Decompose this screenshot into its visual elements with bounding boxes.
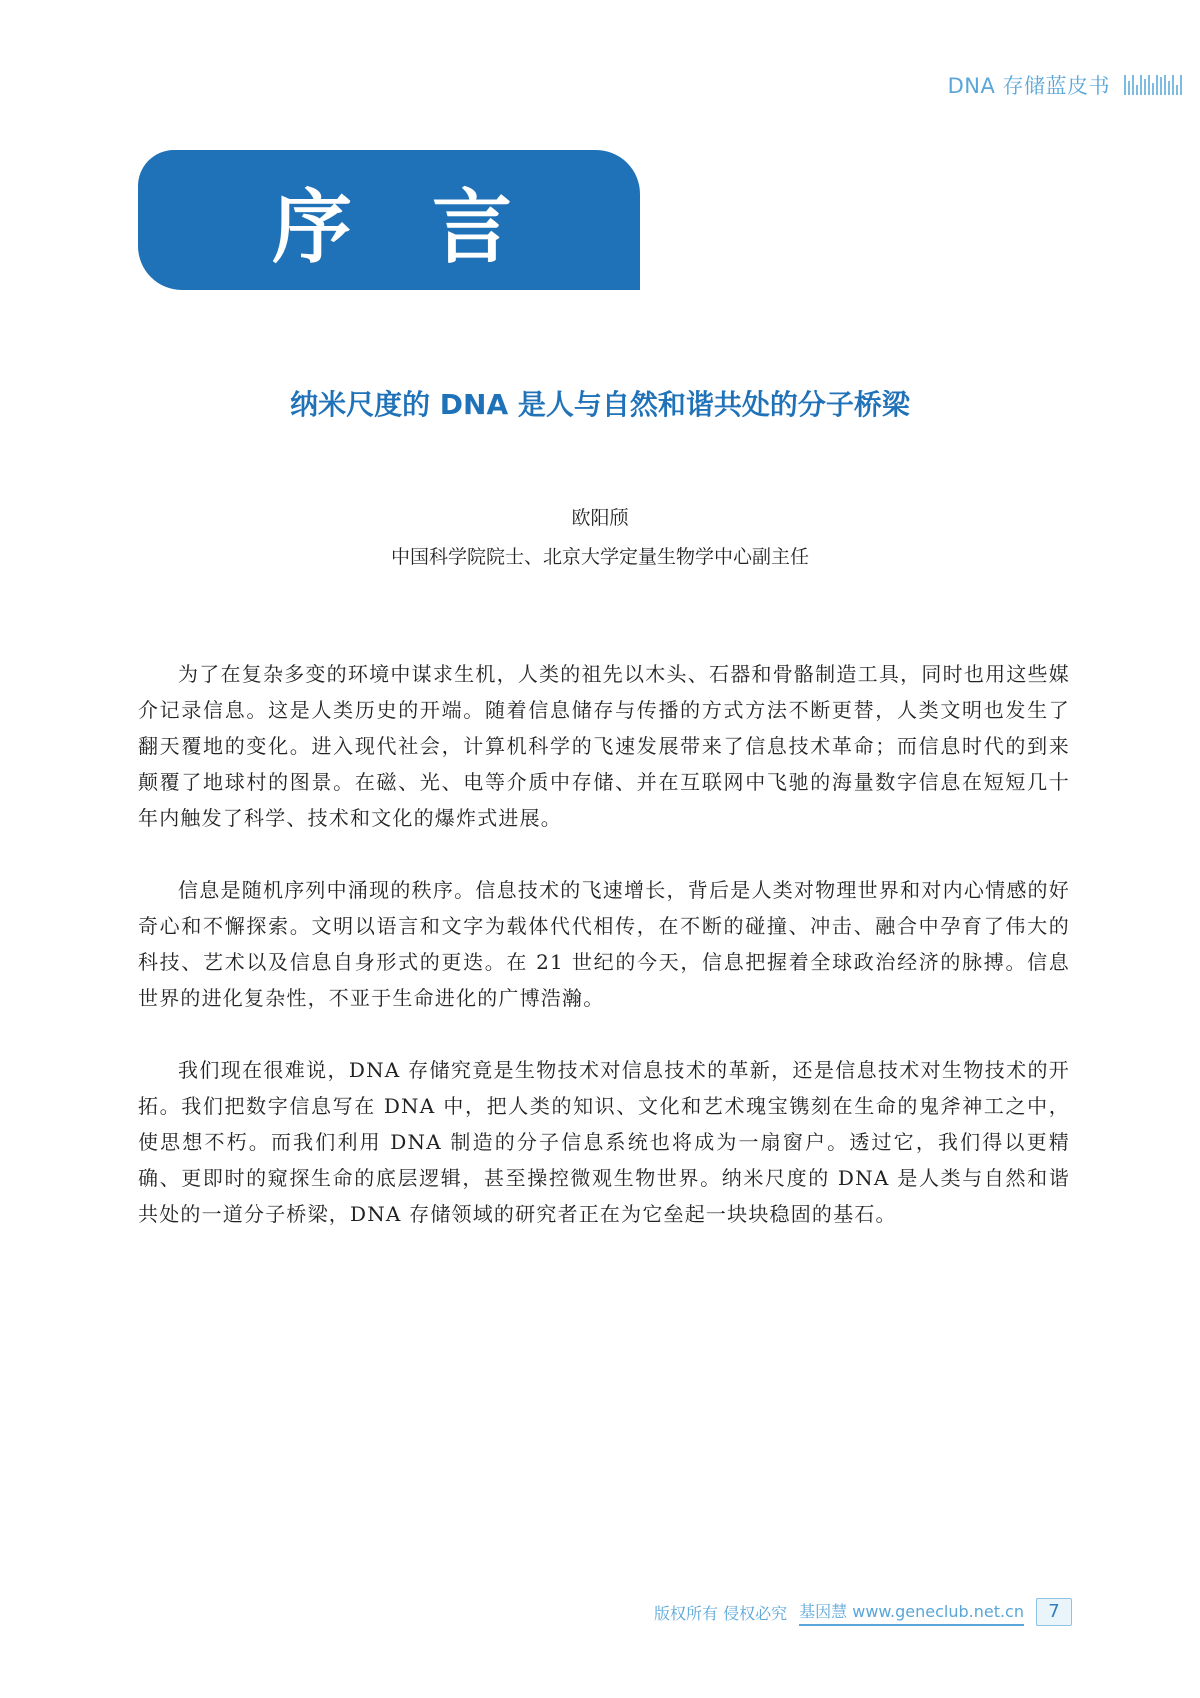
page-footer [654,1598,1072,1626]
paragraph: 为了在复杂多变的环境中谋求生机，人类的祖先以木头、石器和骨骼制造工具，同时也用这些媒介记录信息。这是人类历史的开端。随着信息储存与传播的方式方法不断更替，人类文明也发生了翻天覆地的变化。进入现代社会，计算机科学的飞速发展带来了信息技术革命；而信息时代的到来颠覆了地球村的图景。在磁、光、电等介质中存储、并在互联网中飞驰的海量数字信息在短短几十年内触发了科学、技术和文化的爆炸式进展。 [138,662,1070,830]
paragraph: 我们现在很难说，DNA 存储究竟是生物技术对信息技术的革新，还是信息技术对生物技术的开拓。我们把数字信息写在 DNA 中，把人类的知识、文化和艺术瑰宝镌刻在生命的鬼斧神工之中，使思想不朽。而我们利用 DNA 制造的分子信息系统也将成为一扇窗户。透过它，我们得以更精确、更即时的窥探生命的底层逻辑，甚至操控微观生物世界。纳米尺度的 DNA 是人类与自然和谐共处的一道分子桥梁，DNA 存储领域的研究者正在为它垒起一块块稳固的基石。 [138,1058,1070,1226]
author-name: 欧阳颀 [571,507,629,529]
website-link[interactable]: 基因慧 www.geneclub.net.cn [799,1599,1024,1626]
section-banner [138,150,640,290]
book-title: DNA 存储蓝皮书 [947,74,1110,98]
page-number: 7 [1036,1598,1072,1626]
copyright-notice: 版权所有 侵权必究 [654,1603,788,1623]
article-subtitle: 纳米尺度的 DNA 是人与自然和谐共处的分子桥梁 [290,388,910,421]
paragraph: 信息是随机序列中涌现的秩序。信息技术的飞速增长，背后是人类对物理世界和对内心情感的好奇心和不懈探索。文明以语言和文字为载体代代相传，在不断的碰撞、冲击、融合中孕育了伟大的科技、艺术以及信息自身形式的更迭。在 21 世纪的今天，信息把握着全球政治经济的脉搏。信息世界的进化复杂性，不亚于生命进化的广博浩瀚。 [138,878,1070,1010]
running-header [948,70,1182,100]
section-title: 序言 [272,180,592,274]
barcode-bars-icon [1124,75,1182,95]
author-affiliation: 中国科学院院士、北京大学定量生物学中心副主任 [390,546,809,568]
body-text [138,656,1070,1268]
